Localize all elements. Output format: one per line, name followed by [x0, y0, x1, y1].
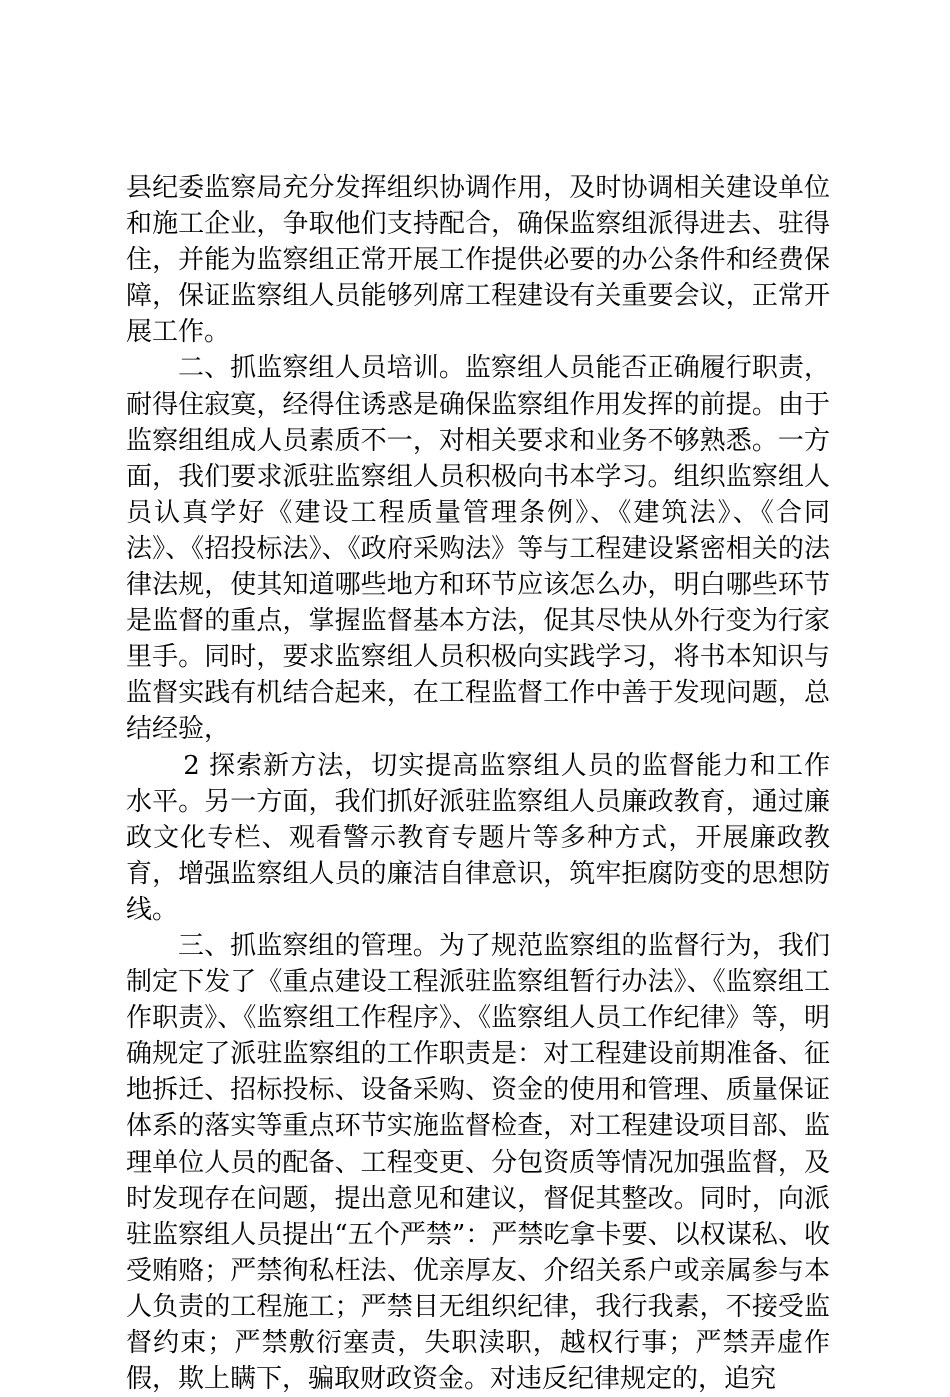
- paragraph-3: 2 探索新方法，切实提高监察组人员的监督能力和工作水平。另一方面，我们抓好派驻监察组人员廉政教育，通过廉政文化专栏、观看警示教育专题片等多种方式，开展廉政教育，增强监察组人员的廉洁自律意识，筑牢拒腐防变的思想防线。: [126, 750, 830, 925]
- document-body: [126, 170, 830, 1397]
- paragraph-2: 二、抓监察组人员培训。监察组人员能否正确履行职责，耐得住寂寞，经得住诱惑是确保监察组作用发挥的前提。由于监察组组成人员素质不一，对相关要求和业务不够熟悉。一方面，我们要求派驻监察组人员积极向书本学习。组织监察组人员认真学好《建设工程质量管理条例》、《建筑法》、《合同法》、《招投标法》、《政府采购法》等与工程建设紧密相关的法律法规，使其知道哪些地方和环节应该怎么办，明白哪些环节是监督的重点，掌握监督基本方法，促其尽快从外行变为行家里手。同时，要求监察组人员积极向实践学习，将书本知识与监督实践有机结合起来，在工程监督工作中善于发现问题，总结经验，: [126, 353, 830, 745]
- paragraph-1: 县纪委监察局充分发挥组织协调作用，及时协调相关建设单位和施工企业，争取他们支持配合，确保监察组派得进去、驻得住，并能为监察组正常开展工作提供必要的办公条件和经费保障，保证监察组人员能够列席工程建设有关重要会议，正常开展工作。: [126, 173, 830, 348]
- paragraph-4: 三、抓监察组的管理。为了规范监察组的监督行为，我们制定下发了《重点建设工程派驻监察组暂行办法》、《监察组工作职责》、《监察组工作程序》、《监察组人员工作纪律》等，明确规定了派驻监察组的工作职责是：对工程建设前期准备、征地拆迁、招标投标、设备采购、资金的使用和管理、质量保证体系的落实等重点环节实施监督检查，对工程建设项目部、监理单位人员的配备、工程变更、分包资质等情况加强监督，及时发现存在问题，提出意见和建议，督促其整改。同时，向派驻监察组人员提出“五个严禁”：严禁吃拿卡要、以权谋私、收受贿赂；严禁徇私枉法、优亲厚友、介绍关系户或亲属参与本人负责的工程施工；严禁目无组织纪律，我行我素，不接受监督约束；严禁敷衍塞责，失职渎职，越权行事；严禁弄虚作假，欺上瞒下，骗取财政资金。对违反纪律规定的，追究: [126, 930, 830, 1395]
